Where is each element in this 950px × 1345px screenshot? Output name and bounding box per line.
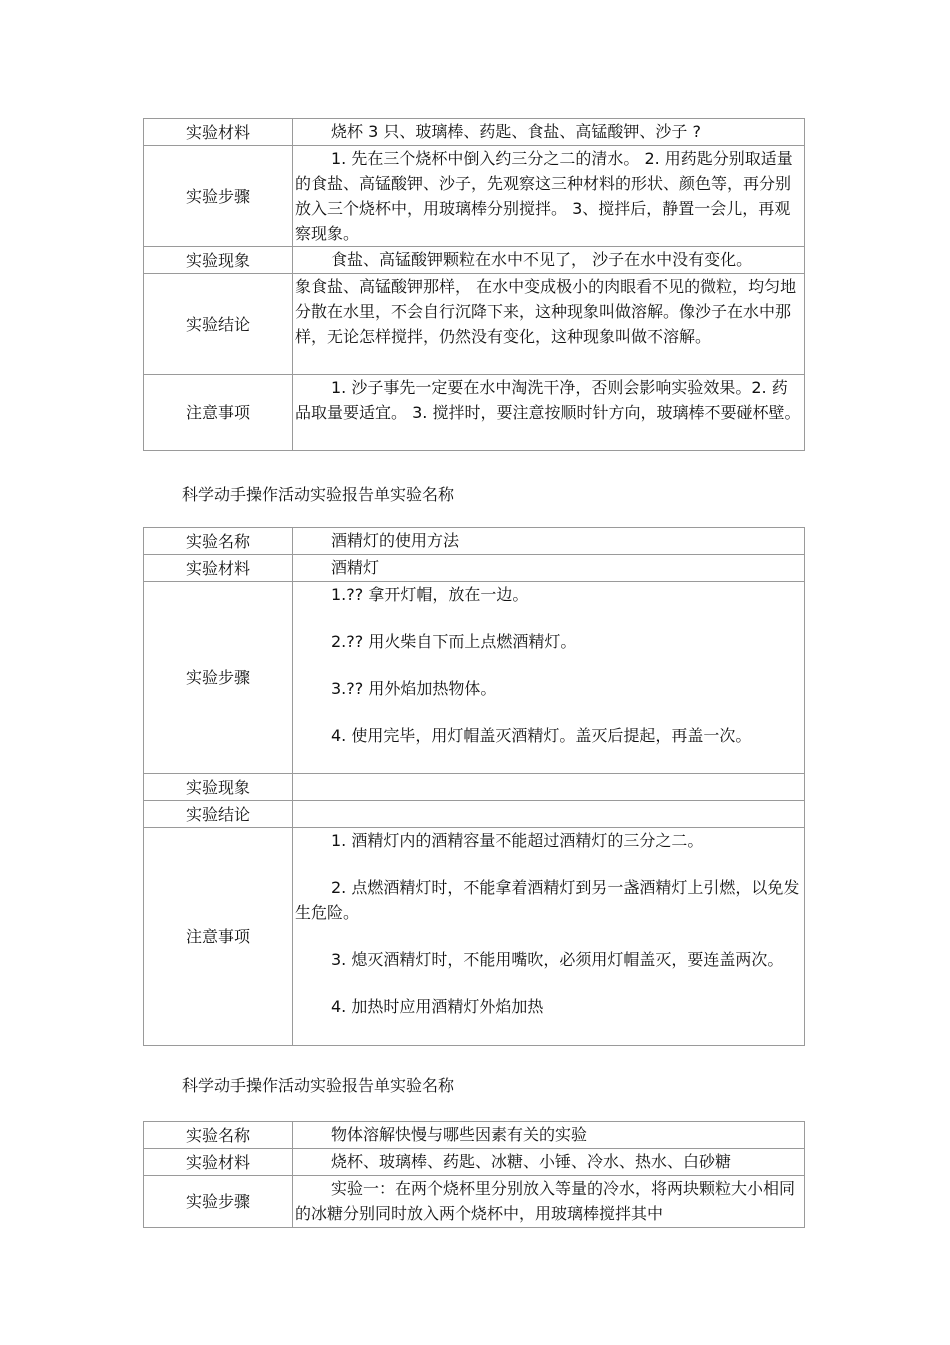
table-row	[144, 828, 805, 1046]
table-row	[144, 582, 805, 774]
steps-list	[293, 582, 805, 774]
row-value: 烧杯、玻璃棒、药匙、冰糖、小锤、冷水、热水、白砂糖	[293, 1149, 805, 1176]
row-value: 1. 沙子事先一定要在水中淘洗干净，否则会影响实验效果。2. 药品取量要适宜。 3. 搅拌时，要注意按顺时针方向，玻璃棒不要碰杯壁。	[293, 375, 805, 451]
row-label: 注意事项	[144, 375, 293, 451]
list-item: 1.?? 拿开灯帽，放在一边。	[331, 585, 529, 604]
row-label: 实验现象	[144, 774, 293, 801]
row-label: 实验材料	[144, 119, 293, 146]
table-row	[144, 247, 805, 274]
row-label: 注意事项	[144, 828, 293, 1046]
table-row	[144, 1149, 805, 1176]
table-row	[144, 774, 805, 801]
row-value: 实验一：在两个烧杯里分别放入等量的冷水，将两块颗粒大小相同的冰糖分别同时放入两个烧杯中，用玻璃棒搅拌其中	[293, 1176, 805, 1228]
row-value	[293, 801, 805, 828]
row-label: 实验步骤	[144, 582, 293, 774]
row-label: 实验材料	[144, 555, 293, 582]
row-label: 实验名称	[144, 1122, 293, 1149]
report-table-2	[143, 527, 805, 1046]
list-item: 4. 使用完毕，用灯帽盖灭酒精灯。盖灭后提起，再盖一次。	[331, 726, 752, 745]
section-heading-3: 科学动手操作活动实验报告单实验名称	[182, 1076, 455, 1095]
report-table-1	[143, 118, 805, 451]
row-label: 实验步骤	[144, 146, 293, 247]
row-value: 物体溶解快慢与哪些因素有关的实验	[293, 1122, 805, 1149]
table-row	[144, 528, 805, 555]
table-row	[144, 375, 805, 451]
section-heading-2: 科学动手操作活动实验报告单实验名称	[182, 485, 455, 504]
list-item: 3.?? 用外焰加热物体。	[331, 679, 497, 698]
table-row	[144, 801, 805, 828]
row-value: 酒精灯	[293, 555, 805, 582]
report-table-3	[143, 1121, 805, 1228]
row-label: 实验现象	[144, 247, 293, 274]
row-label: 实验步骤	[144, 1176, 293, 1228]
row-label: 实验材料	[144, 1149, 293, 1176]
table-row	[144, 1176, 805, 1228]
table-row	[144, 119, 805, 146]
row-value: 酒精灯的使用方法	[293, 528, 805, 555]
list-item: 3. 熄灭酒精灯时，不能用嘴吹，必须用灯帽盖灭，要连盖两次。	[331, 950, 784, 969]
table-row	[144, 555, 805, 582]
list-item: 1. 酒精灯内的酒精容量不能超过酒精灯的三分之二。	[331, 831, 704, 850]
notes-list	[293, 828, 805, 1046]
row-value: 象食盐、高锰酸钾那样， 在水中变成极小的肉眼看不见的微粒，均匀地分散在水里，不会自行沉降下来，这种现象叫做溶解。像沙子在水中那样，无论怎样搅拌，仍然没有变化，这种现象叫做不溶解。	[293, 274, 805, 375]
list-item: 4. 加热时应用酒精灯外焰加热	[331, 997, 544, 1016]
table-row	[144, 1122, 805, 1149]
row-value: 烧杯 3 只、玻璃棒、药匙、食盐、高锰酸钾、沙子 ?	[293, 119, 805, 146]
row-value: 食盐、高锰酸钾颗粒在水中不见了， 沙子在水中没有变化。	[293, 247, 805, 274]
row-value: 1. 先在三个烧杯中倒入约三分之二的清水。 2. 用药匙分别取适量的食盐、高锰酸钾、沙子，先观察这三种材料的形状、颜色等，再分别放入三个烧杯中，用玻璃棒分别搅拌。 3、搅拌后，静置一会儿，再观察现象。	[293, 146, 805, 247]
row-label: 实验名称	[144, 528, 293, 555]
table-row	[144, 274, 805, 375]
list-item: 2.?? 用火柴自下而上点燃酒精灯。	[331, 632, 577, 651]
row-value	[293, 774, 805, 801]
row-label: 实验结论	[144, 801, 293, 828]
row-label: 实验结论	[144, 274, 293, 375]
table-row	[144, 146, 805, 247]
list-item: 2. 点燃酒精灯时，不能拿着酒精灯到另一盏酒精灯上引燃，以免发生危险。	[295, 878, 800, 922]
